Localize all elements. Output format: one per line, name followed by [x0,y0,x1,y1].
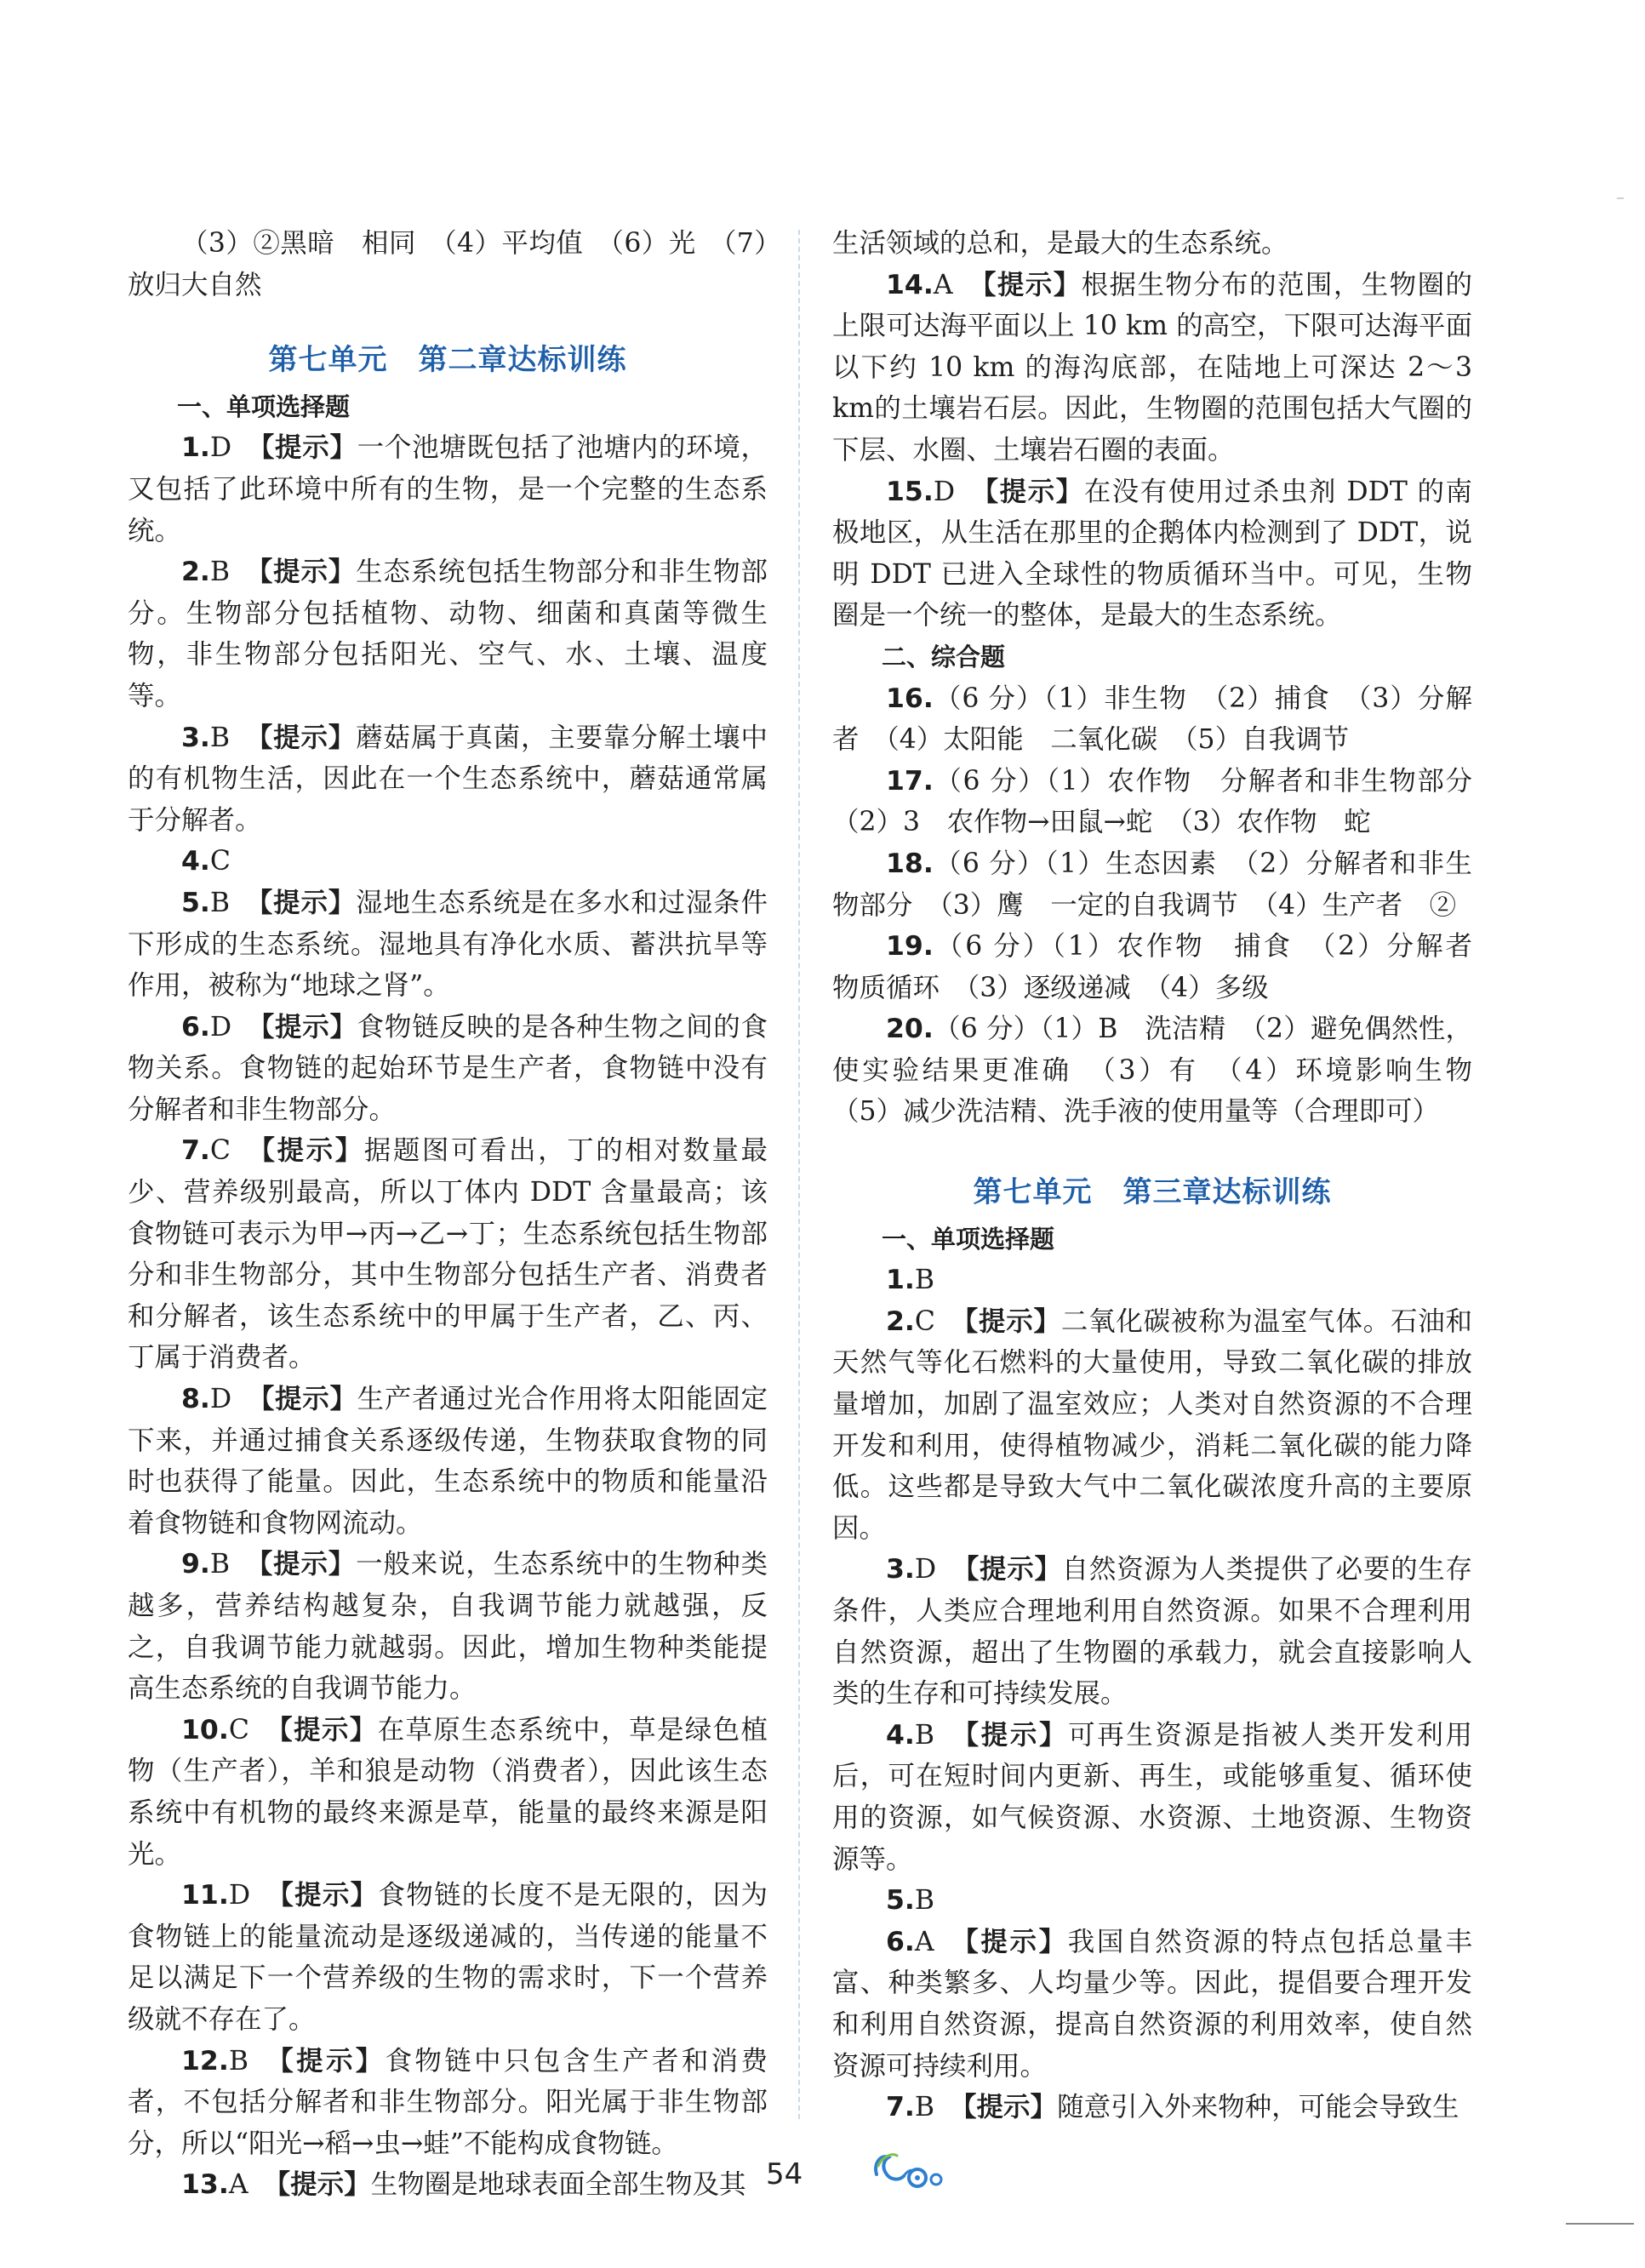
explanation-text: （6 分）（1）非生物 （2）捕食 （3）分解者 （4）太阳能 二氧化碳 （5）自我调节 [832,683,1472,756]
hint-label: 【提示】 [266,1880,379,1911]
answer-item [832,265,1472,471]
chapter-title: 第二章达标训练 [418,343,627,378]
answer-letter: C [209,846,231,877]
answer-item [832,678,1472,761]
answer-item [128,1130,768,1379]
explanation-text: 可再生资源是指被人类开发利用后，可在短时间内更新、再生，或能够重复、循环使用的资源，如气候资源、水资源、土地资源、生物资源等。 [832,1719,1472,1875]
answer-letter: D [933,476,956,507]
question-number: 1. [181,432,210,464]
answer-letter: D [209,432,232,464]
answer-item [128,1875,768,2040]
subsection-title: 二、综合题 [882,642,1006,671]
explanation-text: 湿地生态系统是在多水和过湿条件下形成的生态系统。湿地具有净化水质、蓄洪抗旱等作用，被称为“地球之肾”。 [128,887,768,1002]
explanation-text: 随意引入外来物种，可能会导致生 [1057,2092,1459,2123]
explanation-text: 生物圈是地球表面全部生物及其 [370,2169,746,2201]
answer-list [832,1260,1472,2128]
answer-letter: B [914,2092,935,2123]
explanation-text: 生态系统包括生物部分和非生物部分。生物部分包括植物、动物、细菌和真菌等微生物，非生物部分包括阳光、空气、水、土壤、温度等。 [128,557,768,711]
hint-label: 【提示】 [951,1554,1062,1585]
question-number: 4. [886,1719,915,1751]
answer-item [128,717,768,842]
question-number: 14. [886,269,934,300]
answer-list [832,678,1499,1134]
hint-label: 【提示】 [247,1384,357,1415]
hint-label: 【提示】 [970,476,1084,507]
explanation-text: 食物链的长度不是无限的，因为食物链上的能量流动是逐级递减的，当传递的能量不足以满足下一个营养级的生物的需求时，下一个营养级就不存在了。 [128,1880,768,2035]
answer-item [832,1260,1472,1301]
subsection-title: 一、单项选择题 [177,391,351,421]
explanation-text: 根据生物分布的范围，生物圈的上限可达海平面以上 10 km 的高空，下限可达海平面以下约 10 km 的海沟底部，在陆地上可深达 2～3 km的土壤岩石层。因此，生物圈的范围包括大气圈的下层、水圈、土壤岩石圈的表面。 [832,269,1472,466]
section-heading-chapter-3 [832,1172,1472,1214]
question-number: 11. [181,1880,229,1911]
explanation-text: 自然资源为人类提供了必要的生存条件，人类应合理地利用自然资源。如果不合理利用自然资源，超出了生物圈的承载力，就会直接影响人类的生存和可持续发展。 [832,1554,1472,1710]
answer-item [128,1379,768,1544]
explanation-text: 食物链反映的是各种生物之间的食物关系。食物链的起始环节是生产者，食物链中没有分解者和非生物部分。 [128,1011,768,1125]
answer-letter: A [914,1926,934,1957]
answer-item [128,1007,768,1131]
hint-label: 【提示】 [245,1549,357,1580]
answer-letter: D [914,1554,937,1585]
answer-letter: B [209,722,231,753]
answer-letter: C [914,1305,935,1337]
answer-letter: B [914,1719,935,1751]
scan-mark [1617,197,1624,199]
question-number: 15. [886,476,934,507]
unit-title: 第七单元 [973,1175,1093,1210]
answer-item [128,2164,768,2206]
answer-list [832,265,1472,637]
question-number: 17. [886,765,934,797]
answer-item [128,883,768,1007]
question-number: 16. [886,683,934,714]
question-number: 2. [886,1305,915,1337]
hint-label: 【提示】 [245,887,357,918]
scan-mark [1566,2223,1634,2225]
explanation-text: （6 分）（1）B 洗洁精 （2）避免偶然性，使实验结果更准确 （3）有 （4）环境影响生物 （5）减少洗洁精、洗手液的使用量等（合理即可） [832,1014,1499,1128]
answer-letter: B [209,887,231,918]
answer-list [128,427,768,2206]
question-number: 1. [886,1265,915,1296]
question-number: 9. [181,1549,210,1580]
question-number: 4. [181,846,210,877]
decorative-swirl-icon [870,2149,946,2197]
explanation-text: 在没有使用过杀虫剂 DDT 的南极地区，从生活在那里的企鹅体内检测到了 DDT，说明 DDT 已进入全球性的物质循环当中。可见，生物圈是一个统一的整体，是最大的生态系统。 [832,476,1472,631]
answer-item [832,1880,1472,1922]
explanation-text: （6 分）（1）农作物 捕食 （2）分解者 物质循环 （3）逐级递减 （4）多级 [832,931,1499,1003]
answer-item [832,1008,1499,1133]
question-number: 19. [886,931,934,963]
column-divider [798,230,800,2119]
question-number: 7. [181,1135,210,1167]
hint-label: 【提示】 [247,1011,357,1043]
question-number: 6. [181,1011,210,1043]
answer-item [128,427,768,551]
answer-item [832,1715,1472,1880]
question-number: 12. [181,2045,229,2077]
answer-item [128,1710,768,1875]
hint-label: 【提示】 [246,1135,364,1167]
question-number: 3. [886,1554,915,1585]
answer-letter: B [209,557,231,588]
answer-letter: B [209,1549,231,1580]
answer-item [128,1544,768,1709]
answer-item [832,843,1472,926]
answer-letter: B [914,1885,935,1917]
hint-label: 【提示】 [245,557,357,588]
answer-letter: C [228,1714,249,1745]
explanation-text: 一般来说，生态系统中的生物种类越多，营养结构越复杂，自我调节能力就越强，反之，自我调节能力就越弱。因此，增加生物种类能提高生态系统的自我调节能力。 [128,1549,768,1705]
hint-label: 【提示】 [950,2092,1058,2123]
right-column [832,223,1499,2128]
continued-answer: 生活领域的总和，是最大的生态系统。 [832,228,1288,259]
hint-label: 【提示】 [951,1305,1061,1337]
continued-answer: （3）②黑暗 相同 （4）平均值 （6）光 （7）放归大自然 [128,228,768,300]
hint-label: 【提示】 [245,722,357,753]
explanation-text: 在草原生态系统中，草是绿色植物（生产者），羊和狼是动物（消费者），因此该生态系统中有机物的最终来源是草，能量的最终来源是阳光。 [128,1714,768,1870]
answer-letter: C [209,1135,231,1167]
answer-letter: A [228,2169,248,2201]
left-column [128,223,768,2206]
hint-label: 【提示】 [968,269,1082,300]
explanation-text: （6 分）（1）农作物 分解者和非生物部分 （2）3 农作物→田鼠→蛇 （3）农作物 蛇 [832,765,1499,838]
answer-item [832,1922,1472,2087]
answer-item [128,551,768,717]
answer-letter: D [209,1011,232,1043]
question-number: 3. [181,722,210,753]
question-number: 6. [886,1926,915,1957]
chapter-title: 第三章达标训练 [1122,1175,1332,1210]
answer-letter: D [228,1880,251,1911]
answer-letter: D [209,1384,232,1415]
explanation-text: 蘑菇属于真菌，主要靠分解土壤中的有机物生活，因此在一个生态系统中，蘑菇通常属于分解者。 [128,722,768,836]
question-number: 5. [181,887,210,918]
hint-label: 【提示】 [264,1714,378,1745]
question-number: 8. [181,1384,210,1415]
explanation-text: 食物链中只包含生产者和消费者，不包括分解者和非生物部分。阳光属于非生物部分，所以“阳光→稻→虫→蛙”不能构成食物链。 [128,2045,768,2159]
unit-title: 第七单元 [268,343,388,378]
answer-item [832,761,1499,843]
explanation-text: （6 分）（1）生态因素 （2）分解者和非生物部分 （3）鹰 一定的自我调节 （4）生产者 ② [832,848,1472,921]
section-heading-chapter-2 [128,340,768,381]
answer-item [128,2041,768,2165]
question-number: 13. [181,2169,229,2201]
hint-label: 【提示】 [950,1719,1069,1751]
question-number: 5. [886,1885,915,1917]
answer-letter: B [228,2045,248,2077]
explanation-text: 一个池塘既包括了池塘内的环境，又包括了此环境中所有的生物，是一个完整的生态系统。 [128,432,768,546]
question-number: 18. [886,848,934,879]
answer-letter: B [914,1265,935,1296]
question-number: 7. [886,2092,915,2123]
page-number: 54 [766,2157,803,2191]
hint-label: 【提示】 [263,2045,386,2077]
answer-item [832,926,1499,1008]
answer-item [832,2087,1472,2128]
answer-item [832,1549,1472,1714]
question-number: 10. [181,1714,229,1745]
explanation-text: 据题图可看出，丁的相对数量最少、营养级别最高，所以丁体内 DDT 含量最高；该食物链可表示为甲→丙→乙→丁；生态系统包括生物部分和非生物部分，其中生物部分包括生产者、消费者和分解者，该生态系统中的甲属于生产者，乙、丙、丁属于消费者。 [128,1135,768,1374]
explanation-text: 我国自然资源的特点包括总量丰富、种类繁多、人均量少等。因此，提倡要合理开发和利用自然资源，提高自然资源的利用效率，使自然资源可持续利用。 [832,1926,1472,2082]
answer-item [832,1301,1472,1550]
hint-label: 【提示】 [949,1926,1068,1957]
hint-label: 【提示】 [263,2169,371,2201]
question-number: 2. [181,557,210,588]
explanation-text: 二氧化碳被称为温室气体。石油和天然气等化石燃料的大量使用，导致二氧化碳的排放量增加，加剧了温室效应；人类对自然资源的不合理开发和利用，使得植物减少，消耗二氧化碳的能力降低。这些都是导致大气中二氧化碳浓度升高的主要原因。 [832,1305,1472,1544]
question-number: 20. [886,1014,934,1045]
hint-label: 【提示】 [247,432,357,464]
explanation-text: 生产者通过光合作用将太阳能固定下来，并通过捕食关系逐级传递，生物获取食物的同时也获得了能量。因此，生态系统中的物质和能量沿着食物链和食物网流动。 [128,1384,768,1539]
answer-letter: A [933,269,953,300]
answer-item [832,471,1472,637]
subsection-title: 一、单项选择题 [882,1224,1055,1254]
answer-item [128,841,768,883]
